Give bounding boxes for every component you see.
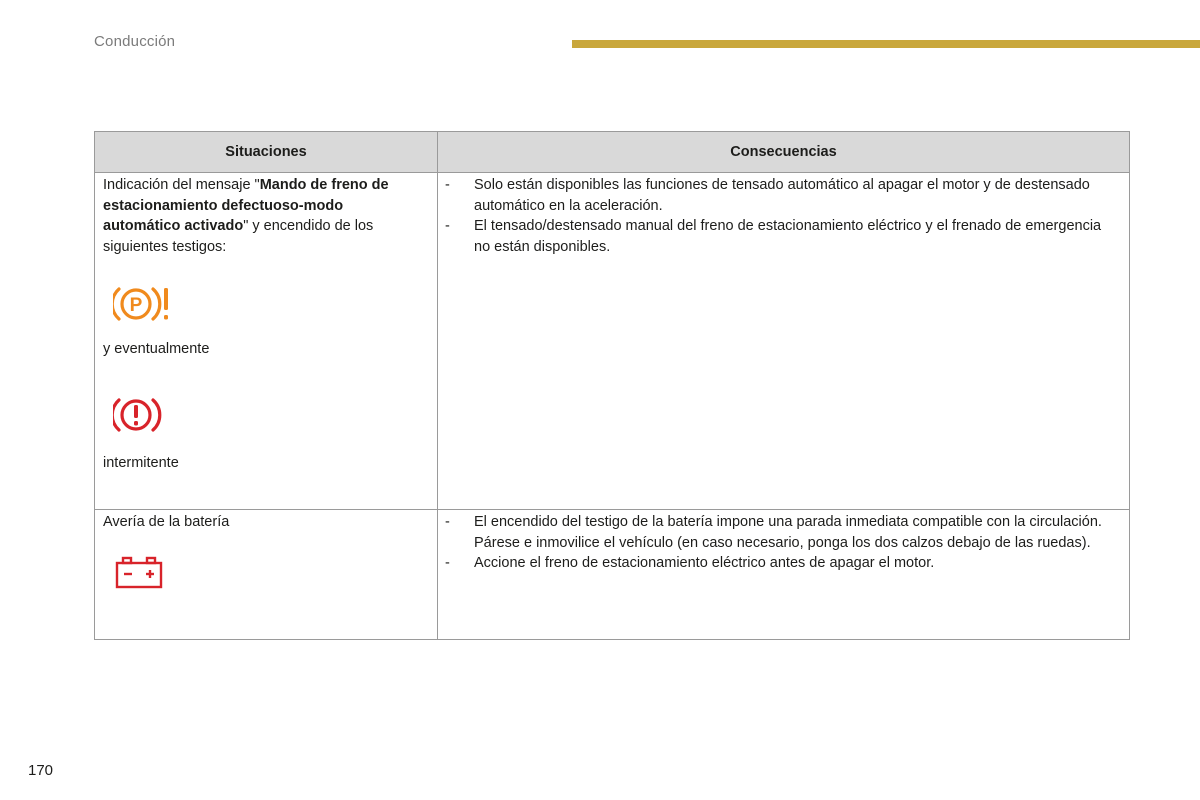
list-item <box>445 512 1120 553</box>
situation-between-text: y eventualmente <box>103 341 210 357</box>
list-item <box>445 216 1120 257</box>
consequence-text: Solo están disponibles las funciones de tensado automático al apagar el motor y de destensado automático en la aceleración. <box>474 177 1090 214</box>
table-row-1-situation <box>103 175 403 257</box>
consequence-text: Accione el freno de estacionamiento eléctrico antes de apagar el motor. <box>474 555 935 571</box>
parking-brake-warning-icon <box>113 284 173 329</box>
situation-outro: " y encendido de los siguientes testigos: <box>103 218 374 255</box>
situation-intro: Indicación del mensaje " <box>103 177 260 193</box>
column-header-consequences: Consecuencias <box>730 144 837 160</box>
column-header-situations: Situaciones <box>225 144 307 160</box>
bullet-marker: - <box>445 177 450 193</box>
table-row-2-consequences <box>445 512 1120 574</box>
table-row-1-consequences <box>445 175 1120 257</box>
list-item <box>445 553 1120 574</box>
consequence-text: El tensado/destensado manual del freno de estacionamiento eléctrico y el frenado de emergencia no están disponibles. <box>474 218 1102 255</box>
row-divider <box>95 509 1129 510</box>
svg-text:P: P <box>129 295 143 316</box>
page-number: 170 <box>28 762 54 779</box>
bullet-marker: - <box>445 555 450 571</box>
situation-after-text: intermitente <box>103 455 179 471</box>
warnings-table <box>94 131 1130 640</box>
column-divider <box>437 132 438 639</box>
section-title: Conducción <box>94 33 176 50</box>
header-accent-bar <box>572 40 1200 48</box>
bullet-marker: - <box>445 218 450 234</box>
consequence-text: El encendido del testigo de la batería impone una parada inmediata compatible con la circulación. Párese e inmovilice el vehículo (en caso necesario, ponga los dos calzos debajo de las ruedas). <box>474 514 1102 551</box>
table-row-2-situation: Avería de la batería <box>103 514 230 530</box>
brake-warning-icon <box>113 395 165 440</box>
table-header-row <box>95 132 1129 173</box>
list-item <box>445 175 1120 216</box>
bullet-marker: - <box>445 514 450 530</box>
situation-message: Mando de freno de estacionamiento defectuoso-modo automático activado <box>103 177 389 234</box>
battery-warning-icon <box>115 556 163 595</box>
